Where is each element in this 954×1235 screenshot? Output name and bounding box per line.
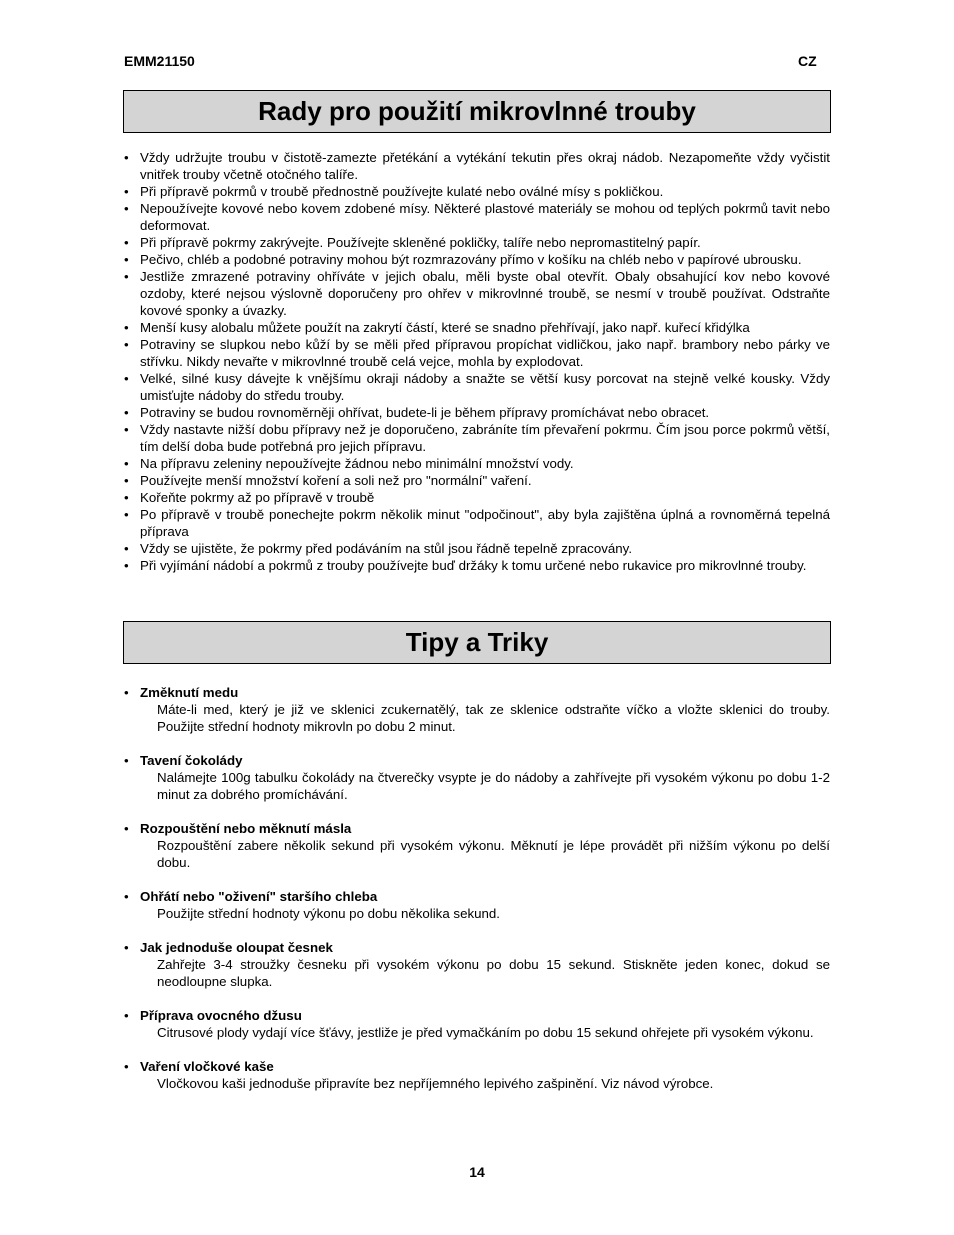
- bullet-icon: •: [124, 405, 129, 420]
- bullet-icon: •: [124, 685, 129, 700]
- section-title-usage-tips: Rady pro použití mikrovlnné trouby: [123, 90, 831, 133]
- tip-title-text: Příprava ovocného džusu: [140, 1008, 302, 1023]
- list-item-text: Vždy udržujte troubu v čistotě-zamezte přetékání a vytékání tekutin přes okraj nádob. Nezapomeňte vždy vyčistit vnitřek trouby včetně otočného talíře.: [140, 150, 830, 182]
- tip-title: [124, 939, 830, 956]
- model-number: EMM21150: [124, 53, 195, 69]
- tip-title: [124, 888, 830, 905]
- bullet-icon: •: [124, 558, 129, 573]
- bullet-icon: •: [124, 473, 129, 488]
- bullet-icon: •: [124, 337, 129, 352]
- tip-item: [124, 820, 830, 871]
- usage-rules-list: [124, 149, 830, 574]
- list-item-text: Menší kusy alobalu můžete použít na zakrytí částí, které se snadno přehřívají, jako např. kuřecí křidýlka: [140, 320, 750, 335]
- tip-title-text: Změknutí medu: [140, 685, 239, 700]
- tip-text: Vločkovou kaši jednoduše připravíte bez nepříjemného lepivého zašpinění. Viz návod výrobce.: [157, 1076, 714, 1091]
- list-item: [124, 540, 830, 557]
- tip-title: [124, 820, 830, 837]
- tip-item: [124, 684, 830, 735]
- list-item-text: Při vyjímání nádobí a pokrmů z trouby používejte buď držáky k tomu určené nebo rukavice pro mikrovlnné trouby.: [140, 558, 807, 573]
- list-item-text: Při přípravě pokrmy zakrývejte. Používejte skleněné pokličky, talíře nebo nepromastitelný papír.: [140, 235, 701, 250]
- list-item: [124, 336, 830, 370]
- tip-text: Nalámejte 100g tabulku čokolády na čtverečky vsypte je do nádoby a zahřívejte při vysokém výkonu po dobu 1-2 minut za dobrého promíchávání.: [157, 770, 830, 802]
- tip-title-text: Tavení čokolády: [140, 753, 243, 768]
- tip-title-text: Ohřátí nebo "oživení" staršího chleba: [140, 889, 378, 904]
- list-item: [124, 268, 830, 319]
- tip-item: [124, 1058, 830, 1092]
- list-item: [124, 455, 830, 472]
- list-item: [124, 200, 830, 234]
- list-item: [124, 234, 830, 251]
- tip-item: [124, 888, 830, 922]
- list-item-text: Při přípravě pokrmů v troubě přednostně používejte kulaté nebo oválné mísy s pokličkou.: [140, 184, 664, 199]
- bullet-icon: •: [124, 1059, 129, 1074]
- tip-text: Máte-li med, který je již ve sklenici zcukernatělý, tak ze sklenice odstraňte víčko a vložte sklenici do trouby. Použijte střední hodnoty mikrovln po dobu 2 minut.: [157, 702, 830, 734]
- list-item: [124, 506, 830, 540]
- list-item: [124, 149, 830, 183]
- list-item-text: Potraviny se budou rovnoměrněji ohřívat, budete-li je během přípravy promíchávat nebo obracet.: [140, 405, 710, 420]
- bullet-icon: •: [124, 940, 129, 955]
- bullet-icon: •: [124, 235, 129, 250]
- tip-title-text: Vaření vločkové kaše: [140, 1059, 274, 1074]
- bullet-icon: •: [124, 541, 129, 556]
- tip-title: [124, 752, 830, 769]
- section-title-tips-and-tricks: Tipy a Triky: [123, 621, 831, 664]
- tip-title-text: Jak jednoduše oloupat česnek: [140, 940, 333, 955]
- list-item-text: Velké, silné kusy dávejte k vnějšímu okraji nádoby a snažte se větší kusy porcovat na stejně velké kousky. Vždy umisťujte nádoby do středu trouby.: [140, 371, 830, 403]
- tip-title-text: Rozpouštění nebo měknutí másla: [140, 821, 352, 836]
- bullet-icon: •: [124, 753, 129, 768]
- bullet-icon: •: [124, 184, 129, 199]
- tips-list: [124, 684, 830, 1109]
- list-item-text: Potraviny se slupkou nebo kůží by se měli před přípravou propíchat vidličkou, jako např. brambory nebo párky ve střívku. Nikdy nevařte v mikrovlnné troubě celá vejce, mohla by explodovat.: [140, 337, 830, 369]
- list-item: [124, 421, 830, 455]
- language-code: CZ: [798, 53, 817, 69]
- list-item-text: Nepoužívejte kovové nebo kovem zdobené mísy. Některé plastové materiály se mohou od teplých pokrmů tavit nebo deformovat.: [140, 201, 830, 233]
- tip-item: [124, 939, 830, 990]
- bullet-icon: •: [124, 320, 129, 335]
- bullet-icon: •: [124, 150, 129, 165]
- tip-title: [124, 684, 830, 701]
- list-item-text: Používejte menší množství koření a soli než pro "normální" vaření.: [140, 473, 532, 488]
- list-item: [124, 489, 830, 506]
- bullet-icon: •: [124, 889, 129, 904]
- list-item-text: Kořeňte pokrmy až po přípravě v troubě: [140, 490, 375, 505]
- bullet-icon: •: [124, 269, 129, 284]
- tip-item: [124, 1007, 830, 1041]
- tip-text: Použijte střední hodnoty výkonu po dobu několika sekund.: [157, 906, 500, 921]
- bullet-icon: •: [124, 507, 129, 522]
- list-item: [124, 404, 830, 421]
- list-item: [124, 472, 830, 489]
- tip-text: Rozpouštění zabere několik sekund při vysokém výkonu. Měknutí je lépe provádět při nižším výkonu po delší dobu.: [157, 838, 830, 870]
- list-item-text: Na přípravu zeleniny nepoužívejte žádnou nebo minimální množství vody.: [140, 456, 574, 471]
- list-item-text: Vždy nastavte nižší dobu přípravy než je doporučeno, zabráníte tím převaření pokrmu. Čím jsou porce pokrmů větší, tím delší doba bude potřebná pro jejich přípravu.: [140, 422, 830, 454]
- tip-item: [124, 752, 830, 803]
- bullet-icon: •: [124, 201, 129, 216]
- list-item-text: Vždy se ujistěte, že pokrmy před podáváním na stůl jsou řádně tepelně zpracovány.: [140, 541, 633, 556]
- list-item: [124, 183, 830, 200]
- bullet-icon: •: [124, 252, 129, 267]
- list-item-text: Jestliže zmrazené potraviny ohříváte v jejich obalu, měli byste obal otevřít. Obaly obsahující kov nebo kovové ozdoby, které nejsou výslovně doporučeny pro ohřev v mikrovlnné troubě, se nesmí v troubě používat. Odstraňte kovové sponky a úvazky.: [140, 269, 830, 318]
- tip-title: [124, 1007, 830, 1024]
- list-item: [124, 370, 830, 404]
- bullet-icon: •: [124, 821, 129, 836]
- list-item: [124, 557, 830, 574]
- bullet-icon: •: [124, 490, 129, 505]
- bullet-icon: •: [124, 371, 129, 386]
- list-item: [124, 251, 830, 268]
- tip-title: [124, 1058, 830, 1075]
- bullet-icon: •: [124, 1008, 129, 1023]
- bullet-icon: •: [124, 456, 129, 471]
- bullet-icon: •: [124, 422, 129, 437]
- page-number: 14: [469, 1164, 485, 1180]
- list-item-text: Po přípravě v troubě ponechejte pokrm několik minut "odpočinout", aby byla zajištěna úplná a rovnoměrná tepelná příprava: [140, 507, 830, 539]
- list-item: [124, 319, 830, 336]
- list-item-text: Pečivo, chléb a podobné potraviny mohou být rozmrazovány přímo v košíku na chléb nebo v papírové ubrousku.: [140, 252, 802, 267]
- tip-text: Citrusové plody vydají více šťávy, jestliže je před vymačkáním po dobu 15 sekund ohřejete při vysokém výkonu.: [157, 1025, 814, 1040]
- tip-text: Zahřejte 3-4 stroužky česneku při vysokém výkonu po dobu 15 sekund. Stiskněte jeden konec, dokud se neodloupne slupka.: [157, 957, 830, 989]
